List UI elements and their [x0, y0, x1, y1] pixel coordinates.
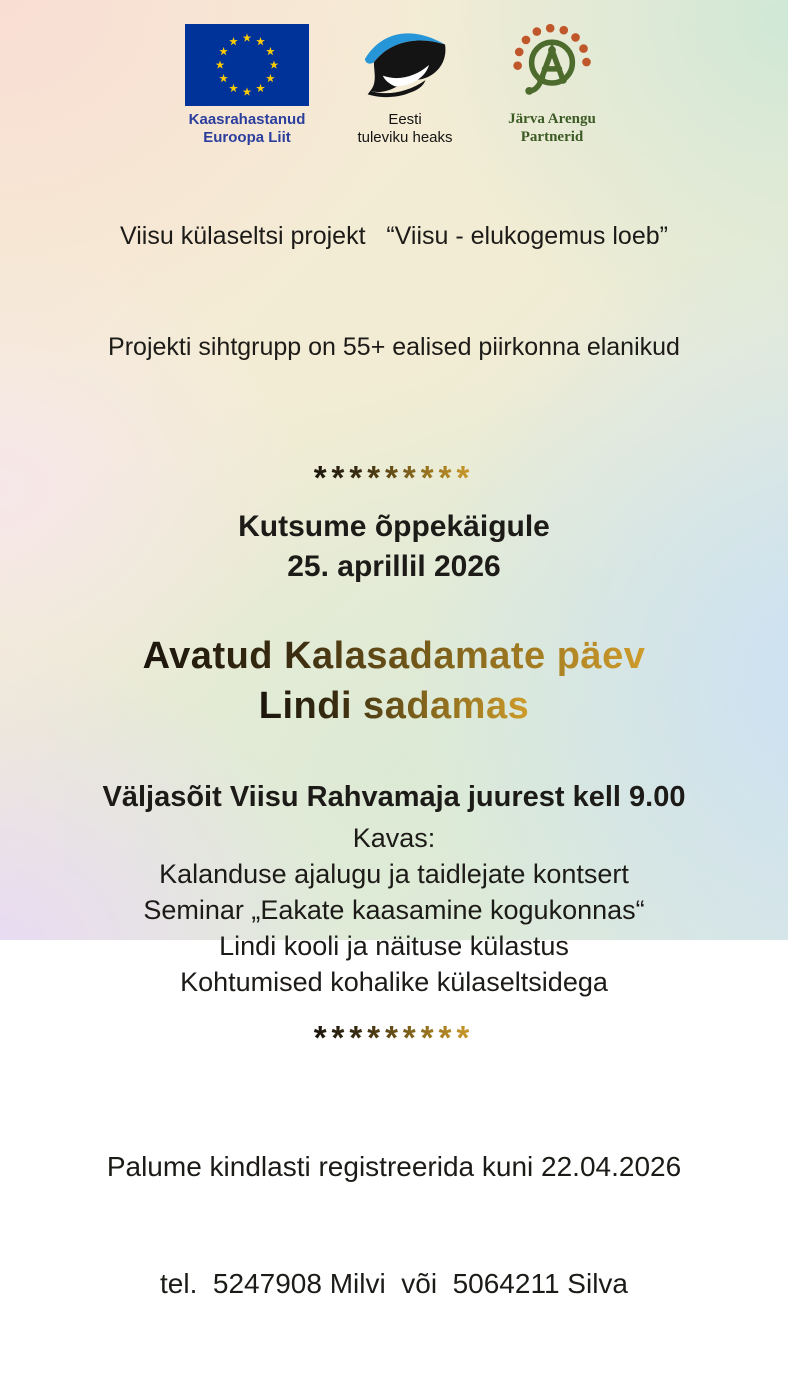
project-title-line: Viisu külaseltsi projekt “Viisu - elukogemus loeb” — [120, 222, 668, 250]
invitation-block — [0, 507, 788, 587]
eu-flag-icon — [185, 24, 309, 106]
program-item: Kohtumised kohalike külaseltsidega — [180, 967, 608, 997]
asterisk-row: ********* — [313, 1019, 475, 1056]
contact-phones: tel. 5247908 Milvi või 5064211 Silva — [160, 1268, 628, 1299]
asterisk-row: ********* — [313, 459, 475, 496]
eu-logo-block — [185, 24, 309, 146]
jarva-monogram-icon — [501, 24, 603, 106]
asterisk-separator-bottom — [0, 1015, 788, 1056]
project-intro — [0, 144, 788, 440]
program-item: Kalanduse ajalugu ja taidlejate kontsert — [159, 859, 629, 889]
departure-info: Väljasõit Viisu Rahvamaja juurest kell 9.00 — [102, 781, 686, 813]
program-list — [0, 856, 788, 1000]
eesti-logo-block — [355, 24, 455, 146]
program-item: Lindi kooli ja näituse külastus — [219, 931, 569, 961]
jarva-caption-line2: Partnerid — [520, 128, 584, 145]
event-headline — [0, 631, 788, 731]
headline-line2: Lindi sadamas — [259, 681, 529, 731]
registration-footer — [0, 1069, 788, 1381]
eesti-caption-line1: Eesti — [388, 111, 422, 128]
project-target-line: Projekti sihtgrupp on 55+ ealised piirkonna elanikud — [108, 333, 680, 361]
eu-caption-line2: Euroopa Liit — [203, 128, 291, 146]
jarva-caption-line1: Järva Arengu — [508, 111, 596, 127]
eesti-caption-line2: tuleviku heaks — [357, 128, 453, 146]
registration-deadline: Palume kindlasti registreerida kuni 22.04.2026 — [106, 1151, 682, 1182]
eu-caption-line1: Kaasrahastanud — [188, 111, 306, 128]
program-label: Kavas: — [352, 823, 436, 853]
invitation-line: Kutsume õppekäigule — [238, 510, 550, 543]
jarva-logo-block — [501, 24, 603, 146]
logos-row — [0, 0, 788, 146]
eesti-swallow-icon — [355, 24, 455, 106]
program-item: Seminar „Eakate kaasamine kogukonnas“ — [143, 895, 645, 925]
asterisk-separator-top — [0, 455, 788, 496]
headline-line1: Avatud Kalasadamate päev — [143, 631, 646, 681]
event-date: 25. aprillil 2026 — [287, 550, 501, 583]
